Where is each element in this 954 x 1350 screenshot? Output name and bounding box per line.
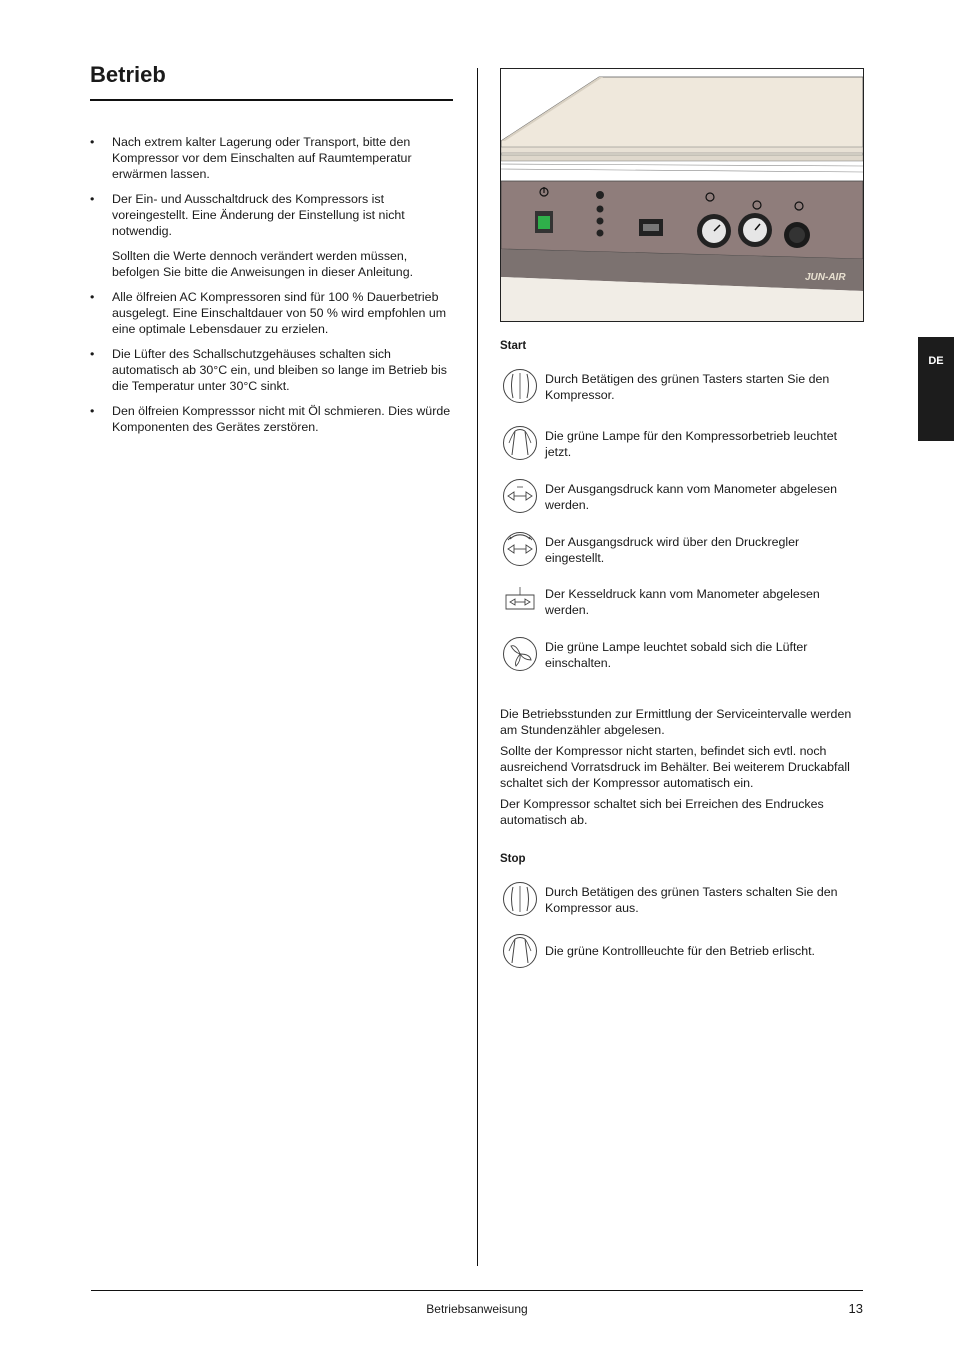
left-column — [90, 134, 455, 444]
lamp-icon — [502, 933, 538, 969]
step-text: Die grüne Kontrollleuchte für den Betrieb erlischt. — [545, 944, 815, 958]
step-text: Die grüne Lampe für den Kompressorbetrieb leuchtet jetzt. — [545, 429, 838, 459]
switch-button-icon — [502, 881, 538, 917]
stop-step-1 — [500, 881, 862, 921]
start-step-4 — [500, 531, 862, 571]
note-paragraph: Sollte der Kompressor nicht starten, befindet sich evtl. noch ausreichend Vorratsdruck im Behälter. Bei weiterem Druckabfall schaltet sich der Kompressor automatisch ein. — [500, 744, 850, 790]
fan-icon — [502, 636, 538, 672]
bullet-item — [90, 403, 455, 435]
switch-button-icon — [502, 368, 538, 404]
green-start-button-icon — [535, 211, 553, 233]
outlet-pressure-gauge-icon — [502, 478, 538, 514]
start-notes — [500, 706, 862, 833]
pressure-regulator-icon — [502, 531, 538, 567]
step-text: Durch Betätigen des grünen Tasters schalten Sie den Kompressor aus. — [545, 885, 838, 915]
bullet-dot: • — [90, 404, 95, 418]
bullet-item — [90, 289, 455, 337]
bullet-item — [90, 191, 455, 280]
bullet-item — [90, 134, 455, 182]
step-text: Die grüne Lampe leuchtet sobald sich die Lüfter einschalten. — [545, 640, 808, 670]
start-step-3 — [500, 478, 862, 518]
start-step-6 — [500, 636, 862, 676]
footer-rule — [91, 1290, 863, 1291]
note-paragraph: Der Kompressor schaltet sich bei Erreichen des Endruckes automatisch ab. — [500, 797, 824, 827]
bullet-text: Nach extrem kalter Lagerung oder Transport, bitte den Kompressor vor dem Einschalten auf Raumtemperatur erwärmen lassen. — [112, 135, 412, 181]
bullet-text: Den ölfreien Kompresssor nicht mit Öl schmieren. Dies würde Komponenten des Gerätes zerstören. — [112, 404, 451, 434]
step-text: Der Ausgangsdruck wird über den Druckregler eingestellt. — [545, 535, 800, 565]
column-divider — [477, 68, 478, 1266]
footer-document-name: Betriebsanweisung — [426, 1302, 528, 1316]
bullet-text: Sollten die Werte dennoch verändert werden müssen, befolgen Sie bitte die Anweisungen in dieser Anleitung. — [112, 249, 414, 279]
compressor-panel-photo — [500, 68, 864, 322]
bullet-dot: • — [90, 192, 95, 206]
start-heading: Start — [500, 340, 527, 352]
tank-pressure-gauge-icon — [502, 583, 538, 619]
step-text: Durch Betätigen des grünen Tasters starten Sie den Kompressor. — [545, 372, 830, 402]
stop-heading: Stop — [500, 853, 526, 865]
bullet-text: Der Ein- und Ausschaltdruck des Kompressors ist voreingestellt. Eine Änderung der Einstellung ist nicht notwendig. — [112, 192, 405, 238]
hour-counter-icon — [639, 219, 663, 236]
note-paragraph: Die Betriebsstunden zur Ermittlung der Serviceintervalle werden am Stundenzähler abgelesen. — [500, 707, 852, 737]
page-title: Betrieb — [90, 62, 166, 87]
bullet-dot: • — [90, 135, 95, 149]
bullet-text: Alle ölfreien AC Kompressoren sind für 100 % Dauerbetrieb ausgelegt. Eine Einschaltdauer von 50 % wird empfohlen um eine optimale Lebensdauer zu erzielen. — [112, 290, 447, 336]
step-text: Der Kesseldruck kann vom Manometer abgelesen werden. — [545, 587, 820, 617]
start-step-5 — [500, 583, 862, 623]
lamp-icon — [502, 425, 538, 461]
step-text: Der Ausgangsdruck kann vom Manometer abgelesen werden. — [545, 482, 838, 512]
bullet-dot: • — [90, 290, 95, 304]
jun-air-logo: JUN-AIR — [805, 272, 846, 283]
language-tab-de: DE — [918, 337, 954, 441]
start-step-1 — [500, 368, 862, 408]
title-underline — [90, 99, 453, 101]
bullet-dot: • — [90, 347, 95, 361]
bullet-text: Die Lüfter des Schallschutzgehäuses schalten sich automatisch ab 30°C ein, und bleiben so lange im Betrieb bis die Temperatur unter 30°C sinkt. — [112, 347, 447, 393]
start-step-2 — [500, 425, 862, 465]
stop-step-2 — [500, 933, 862, 973]
page-number: 13 — [848, 1301, 863, 1316]
bullet-item — [90, 346, 455, 394]
